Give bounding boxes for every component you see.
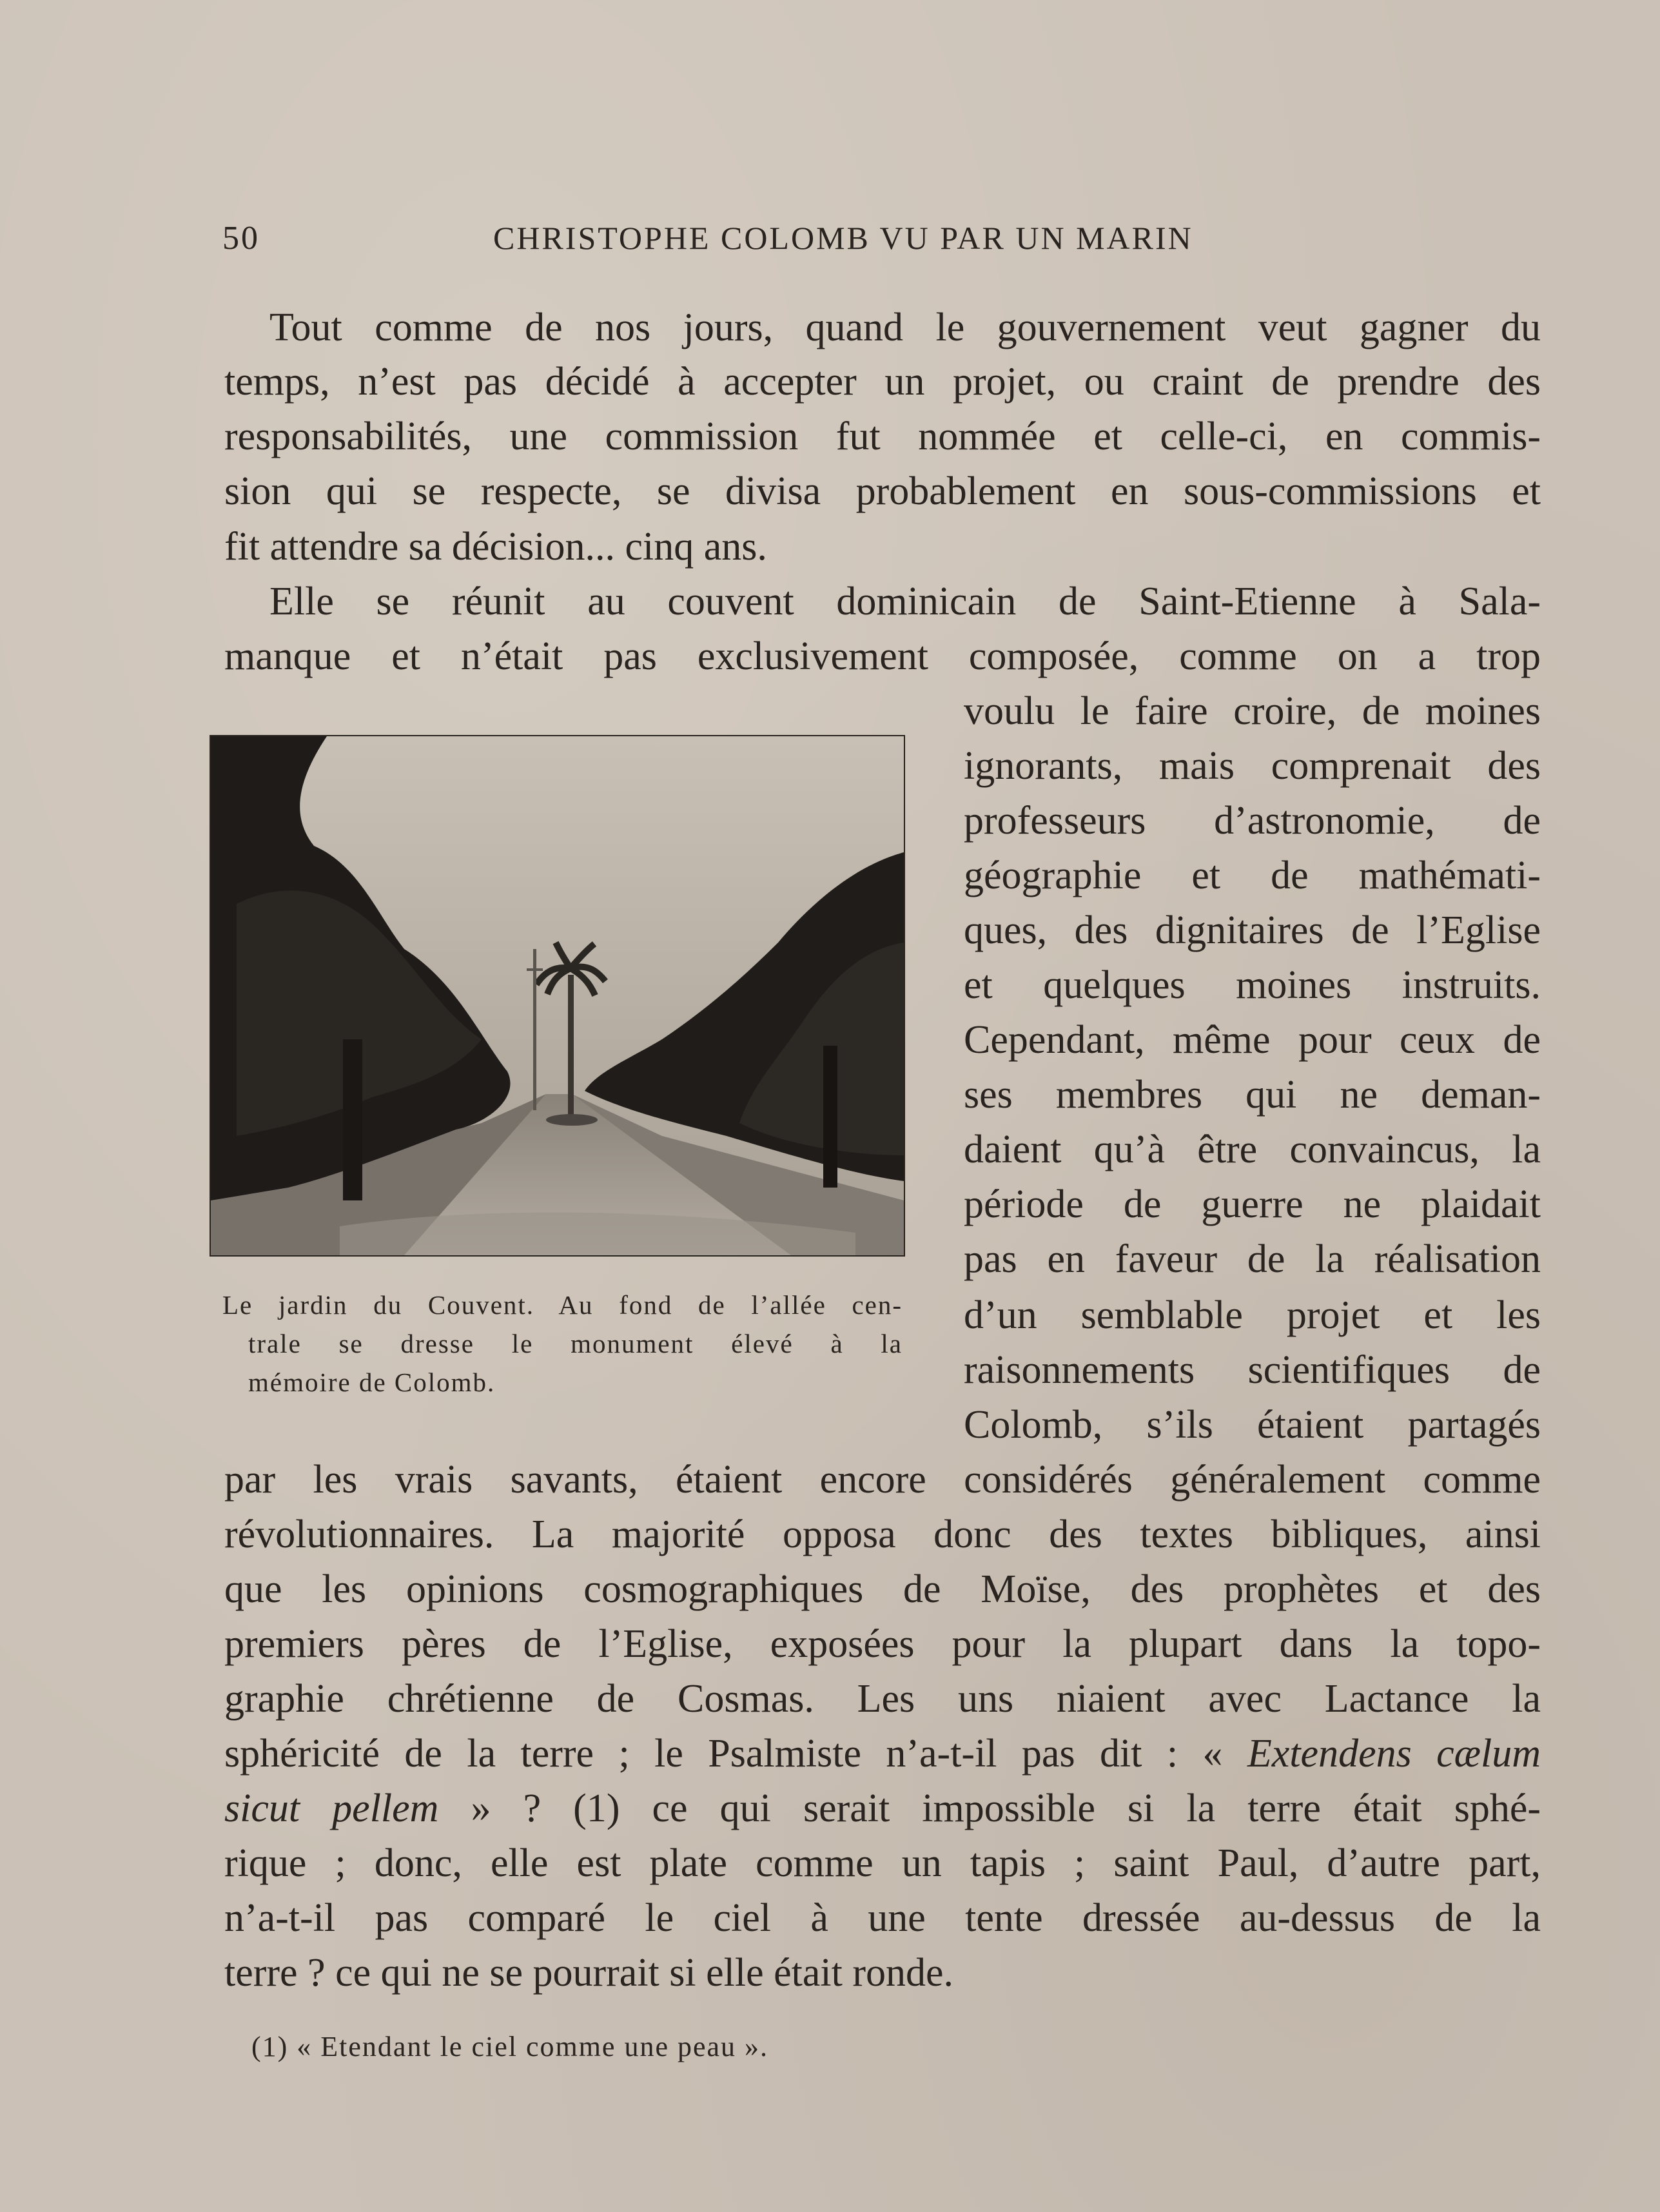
text-line: temps, n’est pas décidé à accepter un projet, ou craint de prendre des bbox=[224, 360, 1541, 404]
text-line: voulu le faire croire, de moines bbox=[964, 689, 1541, 733]
text-line: ques, des dignitaires de l’Eglise bbox=[964, 908, 1541, 952]
text-line: raisonnements scientifiques de bbox=[964, 1348, 1541, 1392]
text-line: révolutionnaires. La majorité opposa donc des textes bibliques, ainsi bbox=[224, 1512, 1541, 1556]
text-line bbox=[224, 1728, 1541, 1779]
latin-quote: Extendens cælum bbox=[1247, 1732, 1541, 1776]
figure-caption-line: Le jardin du Couvent. Au fond de l’allée cen- bbox=[222, 1290, 903, 1320]
text-line: pas en faveur de la réalisation bbox=[964, 1237, 1541, 1281]
text-line: rique ; donc, elle est plate comme un tapis ; saint Paul, d’autre part, bbox=[224, 1841, 1541, 1885]
latin-quote: sicut pellem bbox=[224, 1786, 439, 1830]
text-line: que les opinions cosmographiques de Moïse, des prophètes et des bbox=[224, 1567, 1541, 1611]
text-line: Tout comme de nos jours, quand le gouvernement veut gagner du bbox=[269, 306, 1541, 349]
text-line: ses membres qui ne deman- bbox=[964, 1073, 1541, 1117]
text-line: Colomb, s’ils étaient partagés bbox=[964, 1403, 1541, 1447]
running-title: CHRISTOPHE COLOMB VU PAR UN MARIN bbox=[493, 220, 1193, 256]
page-number: 50 bbox=[222, 220, 260, 257]
text-line: sion qui se respecte, se divisa probablement en sous-commissions et bbox=[224, 469, 1541, 513]
photograph-convent-garden bbox=[210, 735, 905, 1257]
text-line: et quelques moines instruits. bbox=[964, 963, 1541, 1007]
text-line: ignorants, mais comprenait des bbox=[964, 744, 1541, 788]
text-line: professeurs d’astronomie, de bbox=[964, 799, 1541, 843]
text-line: par les vrais savants, étaient encore considérés généralement comme bbox=[224, 1458, 1541, 1502]
text-segment: » ? (1) ce qui serait impossible si la terre était sphé- bbox=[471, 1786, 1541, 1830]
text-line: premiers pères de l’Eglise, exposées pour la plupart dans la topo- bbox=[224, 1622, 1541, 1666]
text-line: graphie chrétienne de Cosmas. Les uns niaient avec Lactance la bbox=[224, 1677, 1541, 1721]
text-line: n’a-t-il pas comparé le ciel à une tente dressée au-dessus de la bbox=[224, 1896, 1541, 1940]
text-line: période de guerre ne plaidait bbox=[964, 1182, 1541, 1226]
running-head bbox=[222, 219, 1544, 264]
text-line: terre ? ce qui ne se pourrait si elle était ronde. bbox=[224, 1951, 953, 1995]
figure-caption-line: trale se dresse le monument élevé à la bbox=[248, 1329, 903, 1358]
text-line bbox=[224, 1783, 1541, 1834]
text-segment: sphéricité de la terre ; le Psalmiste n’a-t-il pas dit : « bbox=[224, 1732, 1223, 1776]
text-line: responsabilités, une commission fut nommée et celle-ci, en commis- bbox=[224, 415, 1541, 458]
text-line: Elle se réunit au couvent dominicain de Saint-Etienne à Sala- bbox=[269, 580, 1541, 623]
text-line: Cependant, même pour ceux de bbox=[964, 1018, 1541, 1062]
figure-caption-line: mémoire de Colomb. bbox=[248, 1367, 496, 1397]
text-line: d’un semblable projet et les bbox=[964, 1293, 1541, 1337]
text-line: géographie et de mathémati- bbox=[964, 854, 1541, 897]
text-line: manque et n’était pas exclusivement composée, comme on a trop bbox=[224, 634, 1541, 678]
footnote: (1) « Etendant le ciel comme une peau ». bbox=[251, 2031, 769, 2062]
text-line: fit attendre sa décision... cinq ans. bbox=[224, 525, 767, 569]
text-line: daient qu’à être convaincus, la bbox=[964, 1128, 1541, 1171]
